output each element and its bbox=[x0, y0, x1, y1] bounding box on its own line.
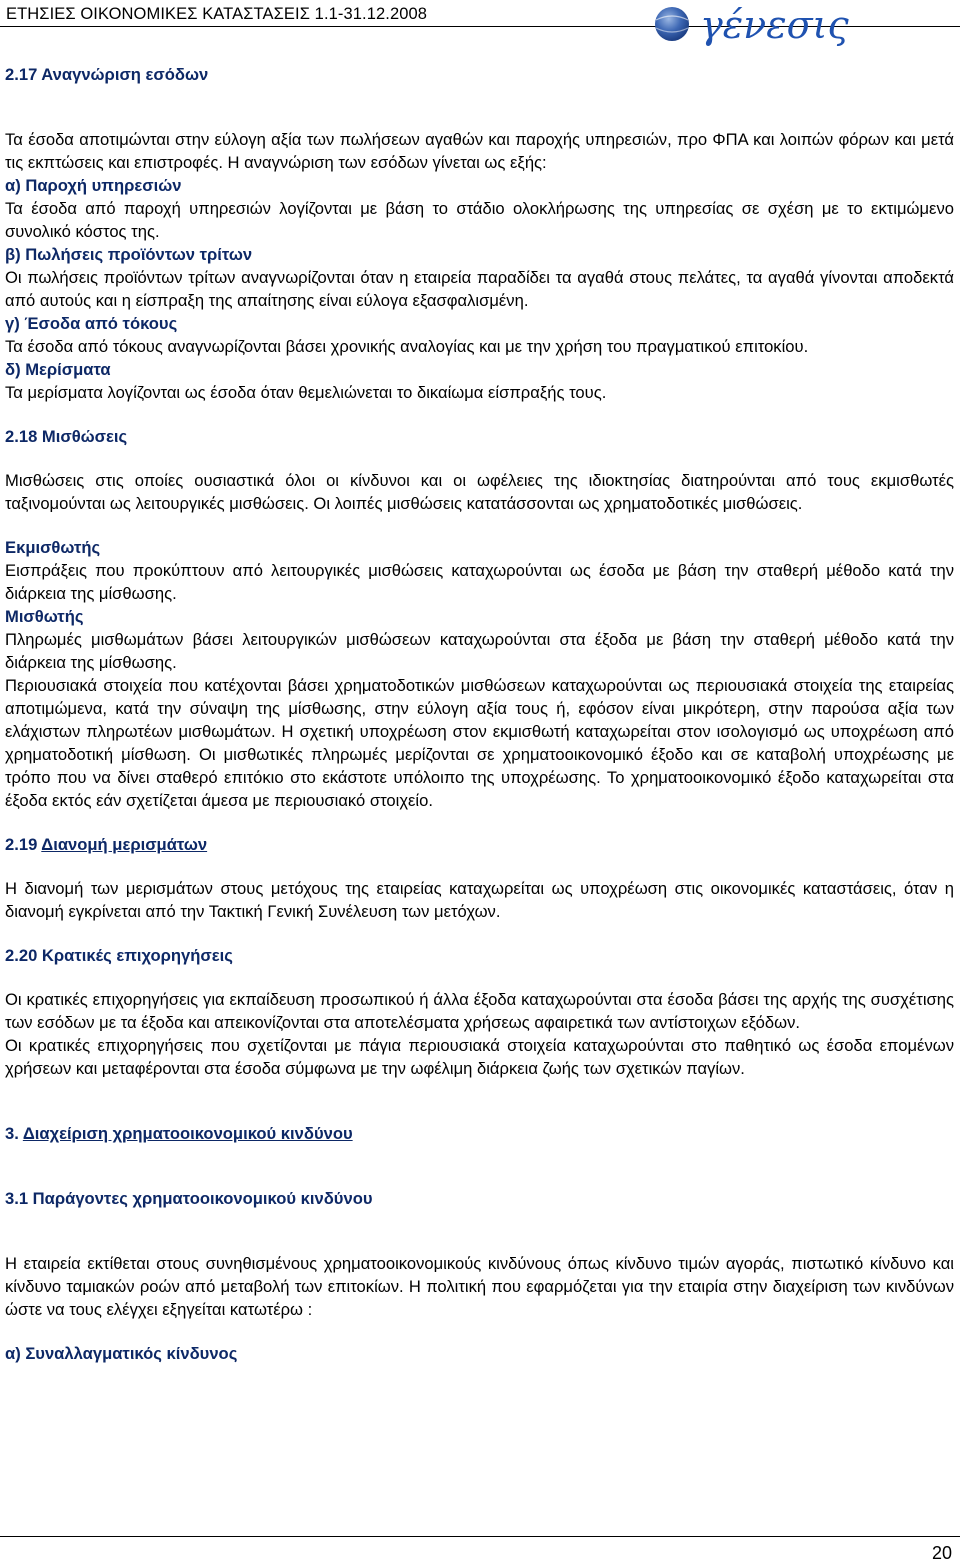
section-heading-3-1: 3.1 Παράγοντες χρηματοοικονομικού κινδύνου bbox=[5, 1189, 373, 1208]
footer-rule bbox=[0, 1536, 960, 1537]
logo-globe-icon bbox=[655, 7, 689, 41]
leases-intro-paragraph: Μισθώσεις στις οποίες ουσιαστικά όλοι οι κίνδυνοι και οι ωφέλειες της ιδιοκτησίας διατηρούνται από τους εκμισθωτές ταξινομούνται ως λειτουργικές μισθώσεις. Οι λοιπές μισθώσεις κατατάσσονται ως χρηματοδοτικές μισθώσεις. bbox=[5, 471, 954, 513]
finance-lease-paragraph: Περιουσιακά στοιχεία που κατέχονται βάσει χρηματοδοτικών μισθώσεων καταχωρούνται ως περιουσιακά στοιχεία της εταιρείας αποτιμώμενα, κατά την σύναψη της μίσθωσης, στην εύλογη αξία τους ή, εφόσον είναι μικρότερη, στην παρούσα αξία των ελάχιστων πληρωτέων μισθωμάτων. Η σχετική υποχρέωση στον εκμισθωτή καταχωρείται στον ισολογισμό ως υποχρέωση από χρηματοδοτική μίσθωση. Οι μισθωτικές πληρωμές μερίζονται σε χρηματοοικονομικό έξοδο και σε καταβολή υποχρέωσης με τρόπο που να δίνει σταθερό επιτόκιο στο εκάστοτε υπόλοιπο της υποχρέωσης. Το χρηματοοικονομικό έξοδο καταχωρείται στα έξοδα εκτός εάν σχετίζεται άμεσα με περιουσιακό στοιχείο. bbox=[5, 676, 954, 810]
dividend-distribution-paragraph: Η διανομή των μερισμάτων στους μετόχους της εταιρείας καταχωρείται ως υποχρέωση στις οικονομικές καταστάσεις, όταν η διανομή εγκρίνεται από την Τακτική Γενική Συνέλευση των μετόχων. bbox=[5, 879, 954, 921]
subheading-services: α) Παροχή υπηρεσιών bbox=[5, 176, 182, 195]
subheading-dividends: δ) Μερίσματα bbox=[5, 360, 111, 379]
services-paragraph: Τα έσοδα από παροχή υπηρεσιών λογίζονται με βάση το στάδιο ολοκλήρωσης της υπηρεσίας σε σχέση με το εκτιμώμενο συνολικό κόστος της. bbox=[5, 199, 954, 241]
genesis-logo bbox=[644, 0, 894, 48]
subheading-interest-income: γ) Έσοδα από τόκους bbox=[5, 314, 178, 333]
subheading-fx-risk: α) Συναλλαγματικός κίνδυνος bbox=[5, 1344, 238, 1363]
page-number: 20 bbox=[931, 1543, 952, 1563]
subheading-lessee: Μισθωτής bbox=[5, 607, 84, 626]
revenue-intro-paragraph: Τα έσοδα αποτιμώνται στην εύλογη αξία των πωλήσεων αγαθών και παροχής υπηρεσιών, προ ΦΠΑ και λοιπών φόρων και μετά τις εκπτώσεις και επιστροφές. Η αναγνώριση των εσόδων γίνεται ως εξής: bbox=[5, 130, 954, 172]
document-title: ΕΤΗΣΙΕΣ ΟΙΚΟΝΟΜΙΚΕΣ ΚΑΤΑΣΤΑΣΕΙΣ 1.1-31.12.2008 bbox=[6, 5, 428, 23]
section-heading-2-20: 2.20 Κρατικές επιχορηγήσεις bbox=[5, 946, 233, 965]
section-heading-3: 3. Διαχείριση χρηματοοικονομικού κινδύνου bbox=[5, 1124, 353, 1143]
risk-factors-paragraph: Η εταιρεία εκτίθεται στους συνηθισμένους χρηματοοικονομικούς κινδύνους όπως κίνδυνο τιμών αγοράς, πιστωτικό κίνδυνο και κίνδυνο ταμιακών ροών από μεταβολή των επιτοκίων. Η πολιτική που εφαρμόζεται για την εταιρία στην διαχείριση των κινδύνων ώστε να τους ελέγχει εξηγείται κατωτέρω : bbox=[5, 1254, 954, 1319]
section-heading-2-18: 2.18 Μισθώσεις bbox=[5, 427, 128, 446]
grants-paragraph-1: Οι κρατικές επιχορηγήσεις για εκπαίδευση προσωπικού ή άλλα έξοδα καταχωρούνται στα έσοδα βάσει της αρχής της συσχέτισης των εσόδων με τα έξοδα και απεικονίζονται στα αποτελέσματα χρήσεως αφαιρετικά των αντίστοιχων εξόδων. bbox=[5, 990, 954, 1032]
subheading-third-party-sales: β) Πωλήσεις προϊόντων τρίτων bbox=[5, 245, 253, 264]
page-header bbox=[0, 0, 960, 48]
lessor-paragraph: Εισπράξεις που προκύπτουν από λειτουργικές μισθώσεις καταχωρούνται ως έσοδα με βάση την σταθερή μέθοδο κατά την διάρκεια της μίσθωσης. bbox=[5, 561, 954, 603]
lessee-paragraph: Πληρωμές μισθωμάτων βάσει λειτουργικών μισθώσεων καταχωρούνται στα έξοδα με βάση την σταθερή μέθοδο κατά την διάρκεια της μίσθωσης. bbox=[5, 630, 954, 672]
section-heading-2-19: 2.19 Διανομή μερισμάτων bbox=[5, 835, 208, 854]
section-heading-2-17: 2.17 Αναγνώριση εσόδων bbox=[5, 65, 209, 84]
page-content bbox=[5, 63, 954, 1365]
dividends-paragraph: Τα μερίσματα λογίζονται ως έσοδα όταν θεμελιώνεται το δικαίωμα είσπραξής τους. bbox=[5, 383, 607, 402]
svg-text:γένεσις: γένεσις bbox=[700, 3, 849, 47]
interest-income-paragraph: Τα έσοδα από τόκους αναγνωρίζονται βάσει χρονικής αναλογίας και με την χρήση του πραγματικού επιτοκίου. bbox=[5, 337, 809, 356]
third-party-sales-paragraph: Οι πωλήσεις προϊόντων τρίτων αναγνωρίζονται όταν η εταιρεία παραδίδει τα αγαθά στους πελάτες, τα αγαθά γίνονται αποδεκτά από αυτούς και η είσπραξη της απαίτησης είναι εύλογα εξασφαλισμένη. bbox=[5, 268, 954, 310]
grants-paragraph-2: Οι κρατικές επιχορηγήσεις που σχετίζονται με πάγια περιουσιακά στοιχεία καταχωρούνται στο παθητικό ως έσοδα επομένων χρήσεων και μεταφέρονται στα έσοδα σύμφωνα με την ωφέλιμη διάρκεια ζωής των σχετικών παγίων. bbox=[5, 1036, 954, 1078]
subheading-lessor: Εκμισθωτής bbox=[5, 538, 101, 557]
